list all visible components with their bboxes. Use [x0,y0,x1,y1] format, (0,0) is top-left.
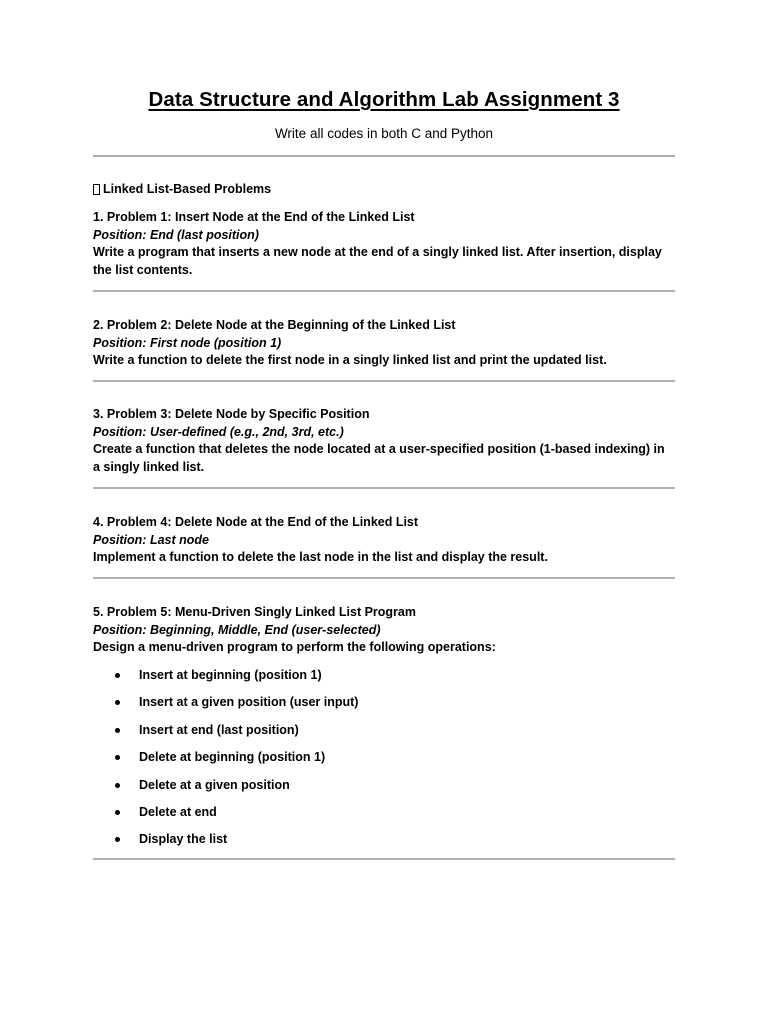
problem-description: Design a menu-driven program to perform the following operations: [93,640,496,655]
problem-description: Implement a function to delete the last node in the list and display the result. [93,550,548,565]
operations-list [93,667,675,859]
list-item [93,804,675,831]
section-heading-label: Linked List-Based Problems [103,182,272,196]
problem-5 [93,604,675,657]
problem-description: Create a function that deletes the node located at a user-specified position (1-based indexing) in a singly linked list. [93,442,665,474]
operation-label: Insert at beginning (position 1) [139,668,322,682]
bullet-icon [115,728,120,733]
bullet-icon [115,810,120,815]
list-item [93,831,675,858]
operation-label: Delete at beginning (position 1) [139,750,326,765]
section-heading [93,182,271,196]
problem-position: Position: Beginning, Middle, End (user-selected) [93,622,381,637]
problem-heading: 4. Problem 4: Delete Node at the End of the Linked List [93,515,419,529]
operation-label: Display the list [139,832,228,847]
problem-2 [93,317,675,370]
list-item [93,694,675,721]
divider [93,155,675,157]
bullet-icon [115,700,120,705]
list-item [93,777,675,804]
bullet-icon [115,673,120,678]
operation-label: Insert at a given position (user input) [139,695,359,710]
divider [93,380,675,382]
divider [93,577,675,579]
list-item [93,722,675,749]
operation-label: Delete at a given position [139,777,290,792]
problem-heading: 5. Problem 5: Menu-Driven Singly Linked List Program [93,605,416,619]
bullet-icon [115,755,120,760]
operation-label: Delete at end [139,804,217,819]
problem-position: Position: First node (position 1) [93,335,282,350]
problem-heading: 3. Problem 3: Delete Node by Specific Position [93,407,370,421]
problem-position: Position: End (last position) [93,227,259,242]
problem-4 [93,514,675,567]
divider [93,487,675,489]
bullet-icon [115,783,120,788]
operation-label: Insert at end (last position) [139,722,299,737]
problem-position: Position: Last node [93,532,209,547]
missing-glyph-box-icon [93,184,100,195]
problem-position: Position: User-defined (e.g., 2nd, 3rd, etc.) [93,424,344,439]
document-title: Data Structure and Algorithm Lab Assignment 3 [148,88,620,111]
divider [93,290,675,292]
problem-heading: 1. Problem 1: Insert Node at the End of the Linked List [93,210,415,224]
problem-1 [93,209,675,279]
bullet-icon [115,837,120,842]
list-item [93,749,675,776]
document-subtitle: Write all codes in both C and Python [274,126,494,141]
problem-3 [93,406,675,476]
problem-heading: 2. Problem 2: Delete Node at the Beginning of the Linked List [93,318,456,332]
problem-description: Write a program that inserts a new node at the end of a singly linked list. After insertion, display the list contents. [93,245,662,277]
problem-description: Write a function to delete the first node in a singly linked list and print the updated list. [93,353,607,368]
divider [93,858,675,860]
list-item [93,667,675,694]
